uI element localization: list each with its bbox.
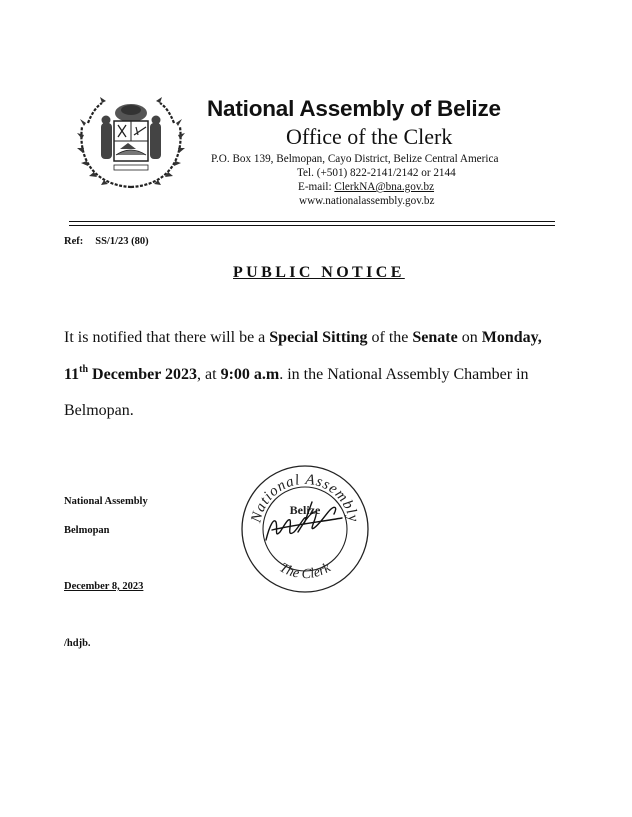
email-line <box>298 180 434 194</box>
clerk-seal-stamp <box>238 462 372 596</box>
typist-initials: /hdjb. <box>64 638 91 649</box>
header-rule-thick <box>69 221 555 222</box>
sitting-month-year: December 2023 <box>88 366 198 383</box>
ref-value: SS/1/23 (80) <box>95 236 149 247</box>
notice-line-3: Belmopan. <box>64 402 134 419</box>
day-suffix: th <box>79 364 89 375</box>
notice-heading: PUBLIC NOTICE <box>233 264 405 281</box>
email-link[interactable]: ClerkNA@bna.gov.bz <box>334 181 435 193</box>
svg-text:The Clerk <box>277 560 334 582</box>
sitting-weekday: Monday, <box>481 329 542 346</box>
email-label: E-mail: <box>298 181 335 193</box>
seal-top-text: National Assembly <box>248 471 362 525</box>
telephone: Tel. (+501) 822-2141/2142 or 2144 <box>297 167 456 179</box>
notice-text: of the <box>367 329 413 346</box>
notice-date: December 8, 2023 <box>64 581 144 592</box>
coat-of-arms-emblem <box>74 93 188 193</box>
sitting-time: 9:00 a.m <box>220 366 280 383</box>
chamber-name: Senate <box>412 329 458 346</box>
sitting-type: Special Sitting <box>269 329 368 346</box>
notice-text: It is notified that there will be a <box>64 329 270 346</box>
sitting-day: 11 <box>64 366 80 383</box>
organization-name: National Assembly of Belize <box>207 96 501 121</box>
signatory-location: Belmopan <box>64 525 110 536</box>
ref-label: Ref: <box>64 236 84 247</box>
office-name: Office of the Clerk <box>286 124 453 149</box>
seal-center-text: Belize <box>289 503 321 517</box>
postal-address: P.O. Box 139, Belmopan, Cayo District, Belize Central America <box>211 153 499 165</box>
notice-text: . in the National Assembly Chamber in <box>279 366 529 383</box>
notice-text: on <box>457 329 482 346</box>
signatory-org: National Assembly <box>64 496 148 507</box>
notice-text: , at <box>197 366 221 383</box>
header-rule-thin <box>69 225 555 226</box>
reference-line <box>64 236 149 247</box>
notice-line-2 <box>64 366 529 384</box>
seal-bottom-text: The Clerk <box>276 560 334 583</box>
website-link[interactable]: www.nationalassembly.gov.bz <box>299 195 435 207</box>
notice-line-1 <box>64 329 542 347</box>
